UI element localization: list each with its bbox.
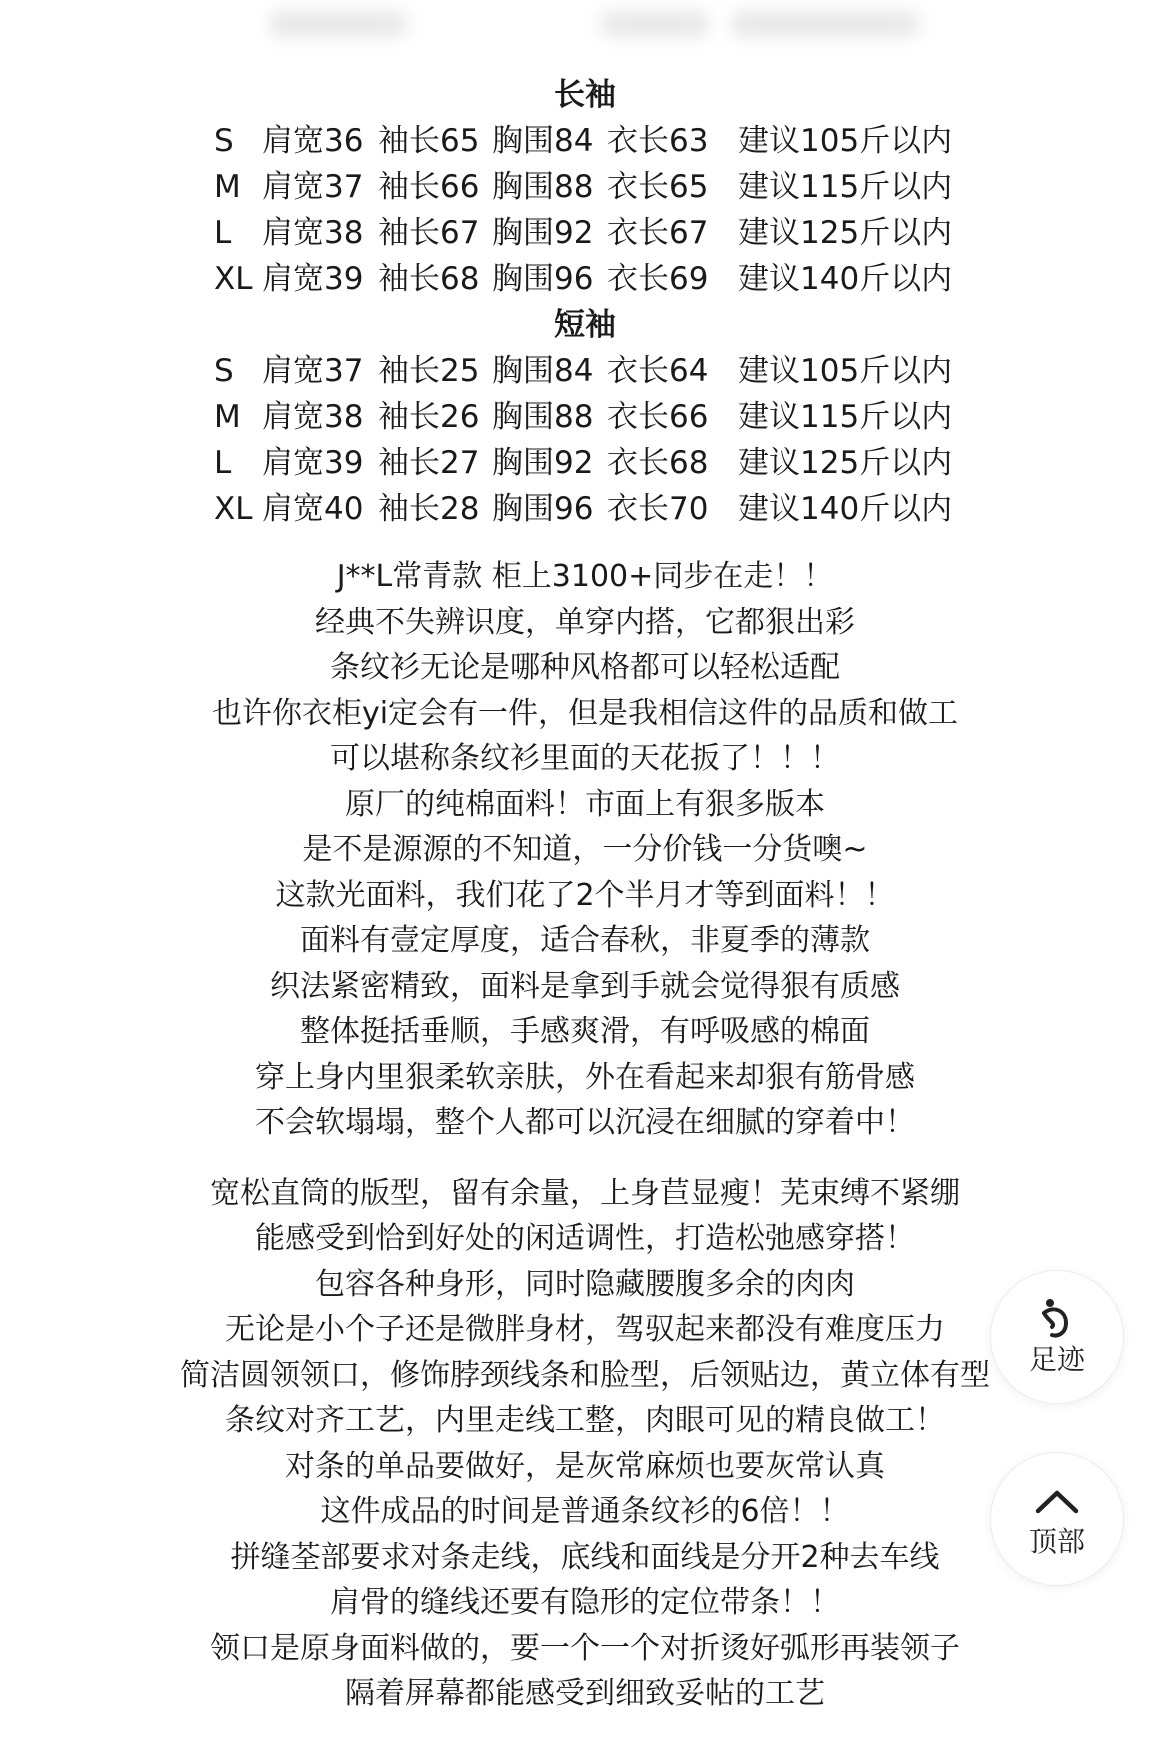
description-line: 原厂的纯棉面料！市面上有狠多版本 <box>345 786 825 822</box>
sleeve-length: 袖长26 <box>378 399 480 435</box>
footprint-button[interactable] <box>990 1270 1124 1404</box>
product-description-fit <box>0 1171 1170 1717</box>
sleeve-length: 袖长25 <box>378 353 480 389</box>
garment-length: 衣长68 <box>607 445 709 481</box>
blurred-text <box>268 10 408 38</box>
weight-suggestion: 建议125斤以内 <box>738 215 953 251</box>
shoulder-width: 肩宽39 <box>262 261 364 297</box>
back-to-top-label: 顶部 <box>1028 1525 1085 1558</box>
description-line: 肩骨的缝线还要有隐形的定位带条！！ <box>330 1585 840 1620</box>
description-line: 穿上身内里狠柔软亲肤，外在看起来却狠有筋骨感 <box>255 1059 915 1095</box>
size-row <box>0 118 1170 164</box>
blurred-text <box>600 10 710 38</box>
weight-suggestion: 建议125斤以内 <box>738 445 953 481</box>
product-description-fabric <box>0 554 1170 1146</box>
section-title: 短袖 <box>554 307 616 343</box>
size-row <box>0 486 1170 532</box>
sleeve-length: 袖长28 <box>378 491 480 527</box>
size-row <box>0 164 1170 210</box>
garment-length: 衣长69 <box>607 261 709 297</box>
sleeve-length: 袖长66 <box>378 169 480 205</box>
short-sleeve-size-table <box>0 302 1170 532</box>
shoulder-width: 肩宽36 <box>262 123 364 159</box>
chest-size: 胸围96 <box>492 491 594 527</box>
garment-length: 衣长67 <box>607 215 709 251</box>
description-line: 无论是小个子还是微胖身材，驾驭起来都没有难度压力 <box>225 1312 945 1347</box>
description-line: 条纹衫无论是哪种风格都可以轻松适配 <box>330 650 840 685</box>
shoulder-width: 肩宽40 <box>262 491 364 527</box>
product-detail-content <box>0 72 1170 1717</box>
shoulder-width: 肩宽38 <box>262 399 364 435</box>
chest-size: 胸围84 <box>492 123 594 159</box>
description-line: 隔着屏幕都能感受到细致妥帖的工艺 <box>345 1676 825 1711</box>
section-title: 长袖 <box>554 77 616 113</box>
description-line: 面料有壹定厚度，适合春秋，非夏季的薄款 <box>300 923 870 958</box>
size-label: L <box>214 445 232 481</box>
back-to-top-button[interactable] <box>990 1452 1124 1586</box>
size-row <box>0 256 1170 302</box>
chevron-up-icon <box>1030 1479 1084 1523</box>
description-line: 经典不失辨识度，单穿内搭，它都狠出彩 <box>315 604 855 640</box>
weight-suggestion: 建议140斤以内 <box>738 261 953 297</box>
description-line: 简洁圆领领口，修饰脖颈线条和脸型，后领贴边，黄立体有型 <box>180 1357 990 1393</box>
shoulder-width: 肩宽37 <box>262 353 364 389</box>
description-line: 对条的单品要做好，是灰常麻烦也要灰常认真 <box>285 1448 885 1484</box>
weight-suggestion: 建议105斤以内 <box>738 123 953 159</box>
garment-length: 衣长64 <box>607 353 709 389</box>
description-line: 是不是源源的不知道，一分价钱一分货噢~ <box>302 832 868 867</box>
description-line: 织法紧密精致，面料是拿到手就会觉得狠有质感 <box>270 968 900 1004</box>
sleeve-length: 袖长65 <box>378 123 480 159</box>
chest-size: 胸围84 <box>492 353 594 389</box>
size-row <box>0 210 1170 256</box>
garment-length: 衣长70 <box>607 491 709 527</box>
description-line: J**L常青款 柜上3100+同步在走！！ <box>336 559 834 594</box>
size-label: M <box>214 399 241 435</box>
weight-suggestion: 建议105斤以内 <box>738 353 953 389</box>
weight-suggestion: 建议115斤以内 <box>738 169 953 205</box>
description-line: 宽松直筒的版型，留有余量，上身苣显瘦！芜束缚不紧绷 <box>210 1175 960 1211</box>
description-line: 条纹对齐工艺，内里走线工整，肉眼可见的精良做工！ <box>225 1403 945 1438</box>
chest-size: 胸围92 <box>492 215 594 251</box>
garment-length: 衣长63 <box>607 123 709 159</box>
size-label: S <box>214 353 234 389</box>
size-label: XL <box>214 261 253 297</box>
size-label: M <box>214 169 241 205</box>
size-label: S <box>214 123 234 159</box>
description-line: 也许你衣柜yi定会有一件，但是我相信这件的品质和做工 <box>211 695 959 731</box>
description-line: 不会软塌塌，整个人都可以沉浸在细腻的穿着中！ <box>255 1105 915 1140</box>
description-line: 领口是原身面料做的，要一个一个对折烫好弧形再装领子 <box>210 1630 960 1666</box>
garment-length: 衣长65 <box>607 169 709 205</box>
sleeve-length: 袖长68 <box>378 261 480 297</box>
top-blurred-header <box>0 0 1170 70</box>
description-line: 这件成品的时间是普通条纹衫的6倍！！ <box>320 1494 850 1529</box>
size-row <box>0 394 1170 440</box>
chest-size: 胸围88 <box>492 399 594 435</box>
blurred-text <box>730 10 920 38</box>
shoulder-width: 肩宽38 <box>262 215 364 251</box>
chest-size: 胸围88 <box>492 169 594 205</box>
shoulder-width: 肩宽37 <box>262 169 364 205</box>
size-row <box>0 440 1170 486</box>
sleeve-length: 袖长67 <box>378 215 480 251</box>
weight-suggestion: 建议115斤以内 <box>738 399 953 435</box>
description-line: 可以堪称条纹衫里面的天花扳了！！！ <box>330 741 840 776</box>
description-line: 整体挺括垂顺，手感爽滑，有呼吸感的棉面 <box>300 1014 870 1049</box>
footprint-label: 足迹 <box>1028 1343 1085 1376</box>
chest-size: 胸围96 <box>492 261 594 297</box>
shoulder-width: 肩宽39 <box>262 445 364 481</box>
size-label: L <box>214 215 232 251</box>
chest-size: 胸围92 <box>492 445 594 481</box>
garment-length: 衣长66 <box>607 399 709 435</box>
description-line: 这款光面料，我们花了2个半月才等到面料！！ <box>275 877 895 913</box>
size-row <box>0 348 1170 394</box>
weight-suggestion: 建议140斤以内 <box>738 491 953 527</box>
footprint-icon <box>1030 1297 1084 1341</box>
description-line: 能感受到恰到好处的闲适调性，打造松弛感穿搭！ <box>255 1221 915 1256</box>
size-label: XL <box>214 491 253 527</box>
sleeve-length: 袖长27 <box>378 445 480 481</box>
description-line: 拼缝荃部要求对条走线，底线和面线是分开2种去车线 <box>230 1539 940 1575</box>
description-line: 包容各种身形，同时隐藏腰腹多余的肉肉 <box>315 1266 855 1302</box>
long-sleeve-size-table <box>0 72 1170 302</box>
